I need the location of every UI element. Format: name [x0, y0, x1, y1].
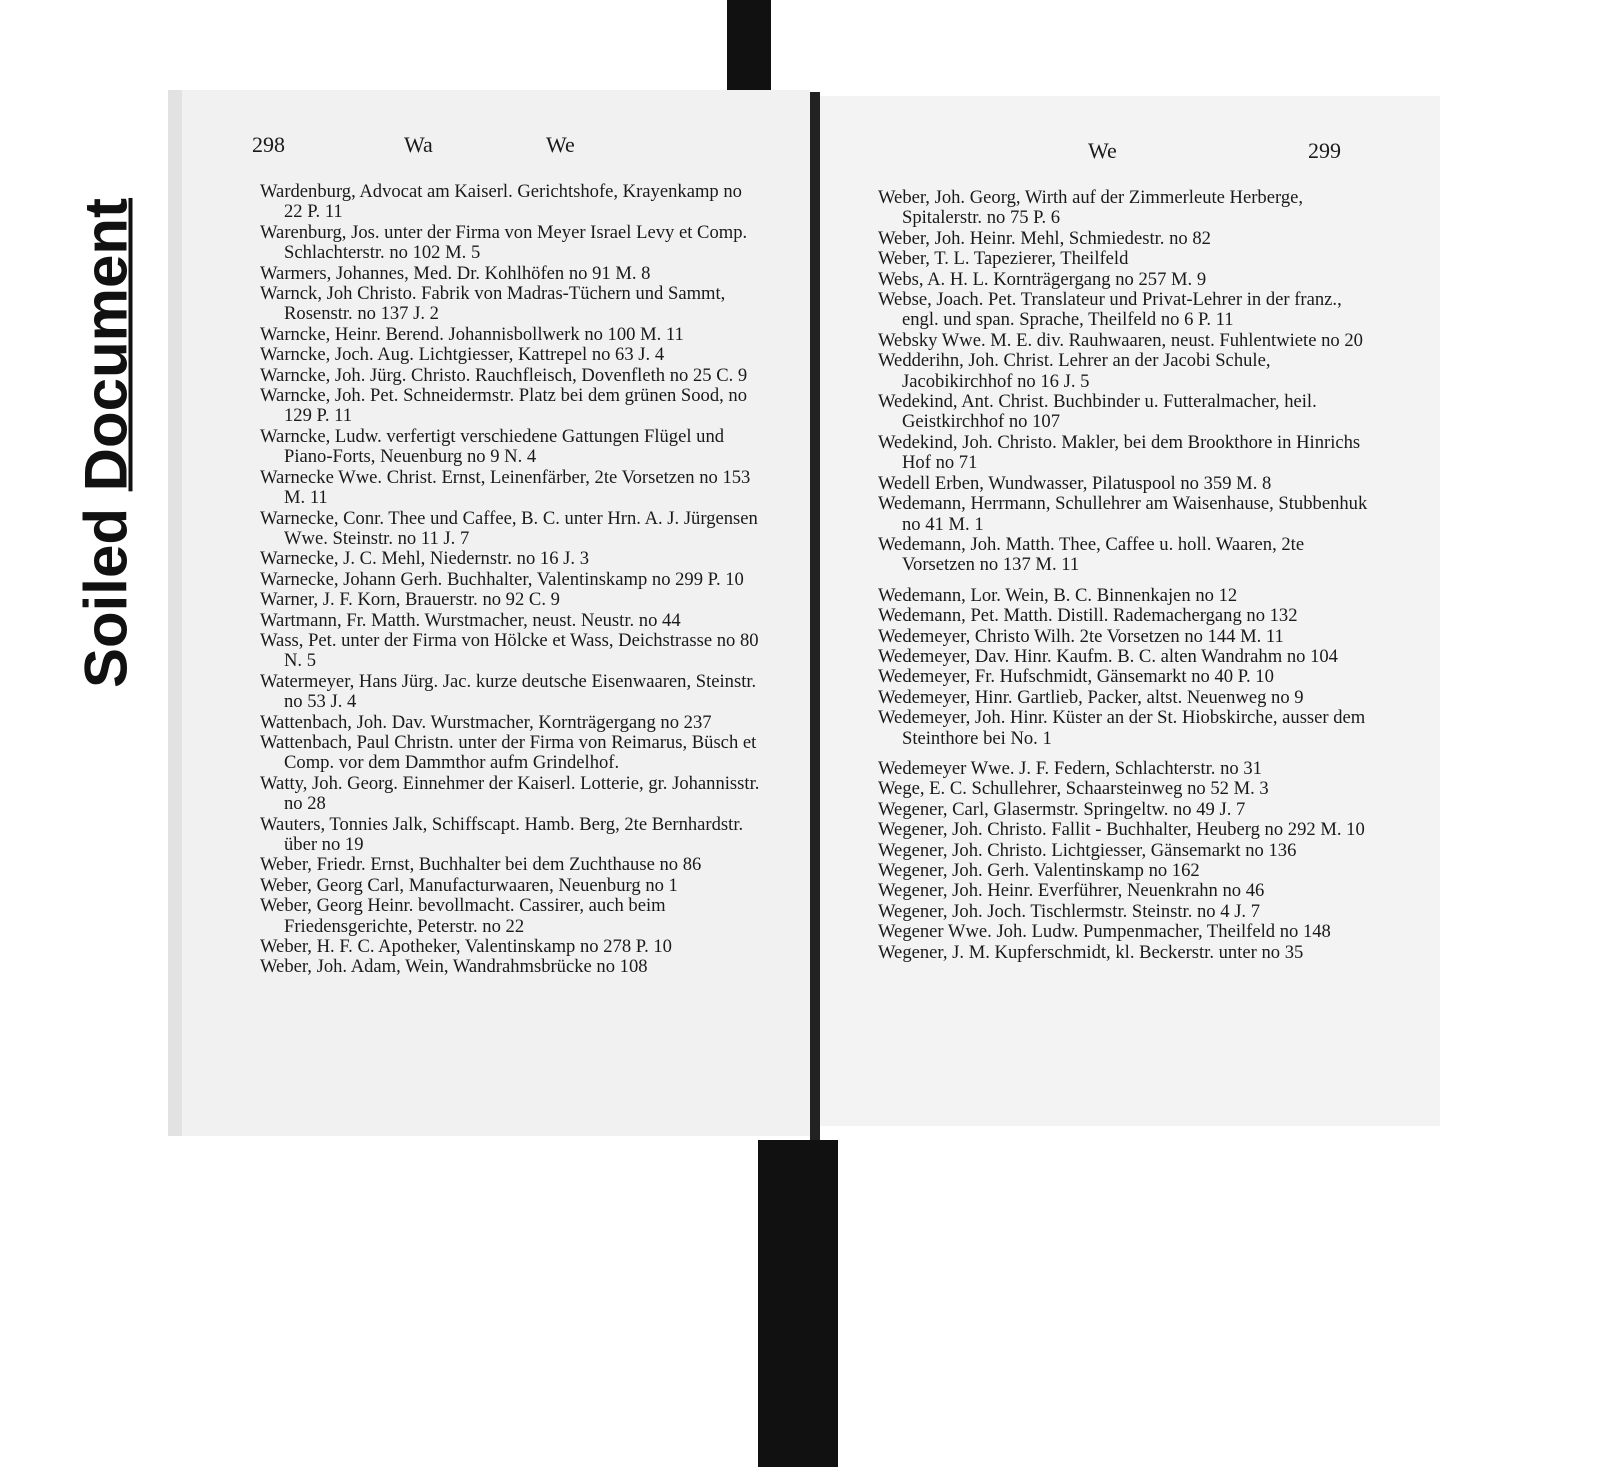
right-header-center: We [1088, 138, 1117, 163]
book-spine [810, 92, 820, 1140]
directory-entry: Watty, Joh. Georg. Einnehmer der Kaiserl. Lotterie, gr. Johannisstr. no 28 [260, 772, 760, 815]
directory-entry: Wedemeyer, Fr. Hufschmidt, Gänsemarkt no 40 P. 10 [878, 666, 1274, 688]
directory-entry: Watermeyer, Hans Jürg. Jac. kurze deutsche Eisenwaaren, Steinstr. no 53 J. 4 [260, 670, 757, 713]
directory-entry: Warnecke, Johann Gerh. Buchhalter, Valentinskamp no 299 P. 10 [260, 568, 744, 590]
left-header-last: We [546, 132, 575, 157]
directory-entry: Weber, Georg Heinr. bevollmacht. Cassirer, auch beim Friedensgerichte, Peterstr. no 22 [260, 895, 666, 937]
left-page [168, 90, 810, 1136]
directory-entry: Warncke, Ludw. verfertigt verschiedene Gattungen Flügel und Piano-Forts, Neuenburg no 9 N. 4 [260, 425, 725, 468]
directory-entry: Wedemeyer, Hinr. Gartlieb, Packer, altst. Neuenweg no 9 [878, 686, 1304, 708]
stamp-label: Soiled Document [72, 197, 140, 689]
directory-entry: Wedemann, Pet. Matth. Distill. Rademachergang no 132 [878, 605, 1298, 627]
directory-entry: Wegener, Joh. Christo. Lichtgiesser, Gänsemarkt no 136 [878, 839, 1297, 861]
directory-entry: Wedell Erben, Wundwasser, Pilatuspool no 359 M. 8 [878, 472, 1272, 494]
directory-entry: Weber, Friedr. Ernst, Buchhalter bei dem Zuchthause no 86 [260, 854, 702, 876]
left-header-first: Wa [404, 132, 433, 157]
directory-entry: Wedemeyer, Dav. Hinr. Kaufm. B. C. alten Wandrahm no 104 [878, 645, 1338, 667]
directory-entry: Wegener, Joh. Joch. Tischlermstr. Steinstr. no 4 J. 7 [878, 900, 1261, 922]
directory-entry: Warncke, Joh. Pet. Schneidermstr. Platz bei dem grünen Sood, no 129 P. 11 [260, 385, 748, 427]
directory-entry: Warncke, Heinr. Berend. Johannisbollwerk no 100 M. 11 [260, 323, 684, 345]
directory-entry: Wedemeyer, Joh. Hinr. Küster an der St. Hiobskirche, ausser dem Steinthore bei No. 1 [878, 707, 1366, 749]
right-page-header [820, 138, 1440, 174]
soiled-document-stamp [70, 178, 142, 708]
directory-entry: Webs, A. H. L. Kornträgergang no 257 M. 9 [878, 268, 1207, 290]
directory-entry: Weber, T. L. Tapezierer, Theilfeld [878, 248, 1129, 270]
right-page [820, 96, 1440, 1126]
directory-entry: Wegener, Joh. Gerh. Valentinskamp no 162 [878, 860, 1200, 881]
directory-entry: Wedemann, Joh. Matth. Thee, Caffee u. holl. Waaren, 2te Vorsetzen no 137 M. 11 [878, 533, 1305, 576]
right-page-number: 299 [1308, 138, 1341, 163]
directory-entry: Wege, E. C. Schullehrer, Schaarsteinweg no 52 M. 3 [878, 778, 1269, 800]
directory-entry: Wegener, Joh. Christo. Fallit - Buchhalter, Heuberg no 292 M. 10 [878, 819, 1365, 841]
directory-entry: Warmers, Johannes, Med. Dr. Kohlhöfen no 91 M. 8 [260, 262, 651, 284]
directory-entry: Weber, H. F. C. Apotheker, Valentinskamp no 278 P. 10 [260, 936, 672, 958]
directory-entry: Warnecke Wwe. Christ. Ernst, Leinenfärber, 2te Vorsetzen no 153 M. 11 [260, 466, 751, 509]
directory-entry: Warnecke, Conr. Thee und Caffee, B. C. unter Hrn. A. J. Jürgensen Wwe. Steinstr. no 11 J. 7 [260, 507, 758, 549]
directory-entry: Wegener Wwe. Joh. Ludw. Pumpenmacher, Theilfeld no 148 [878, 921, 1331, 943]
directory-entry: Wedekind, Ant. Christ. Buchbinder u. Futteralmacher, heil. Geistkirchhof no 107 [878, 391, 1317, 433]
right-entries [878, 188, 1378, 963]
directory-entry: Weber, Joh. Heinr. Mehl, Schmiedestr. no 82 [878, 227, 1211, 249]
directory-entry: Wedemann, Lor. Wein, B. C. Binnenkajen no 12 [878, 584, 1238, 606]
directory-entry: Wattenbach, Paul Christn. unter der Firma von Reimarus, Büsch et Comp. vor dem Dammthor aufm Grindelhof. [260, 731, 757, 774]
directory-entry: Webse, Joach. Pet. Translateur und Privat-Lehrer in der franz., engl. und span. Sprache, Theilfeld no 6 P. 11 [878, 289, 1342, 331]
directory-entry: Warner, J. F. Korn, Brauerstr. no 92 C. 9 [260, 589, 560, 611]
directory-entry: Wedekind, Joh. Christo. Makler, bei dem Brookthore in Hinrichs Hof no 71 [878, 431, 1361, 474]
directory-entry: Wass, Pet. unter der Firma von Hölcke et Wass, Deichstrasse no 80 N. 5 [260, 629, 759, 672]
left-entries [260, 182, 760, 978]
directory-entry: Warncke, Joch. Aug. Lichtgiesser, Kattrepel no 63 J. 4 [260, 344, 665, 366]
left-page-header [182, 132, 810, 168]
directory-entry: Wauters, Tonnies Jalk, Schiffscapt. Hamb. Berg, 2te Bernhardstr. über no 19 [260, 813, 744, 855]
directory-entry: Warnecke, J. C. Mehl, Niedernstr. no 16 J. 3 [260, 548, 589, 570]
directory-entry: Warncke, Joh. Jürg. Christo. Rauchfleisch, Dovenfleth no 25 C. 9 [260, 364, 748, 386]
directory-entry: Wartmann, Fr. Matth. Wurstmacher, neust. Neustr. no 44 [260, 609, 681, 631]
directory-entry: Wegener, Carl, Glasermstr. Springeltw. no 49 J. 7 [878, 798, 1246, 820]
binding-tab-top [727, 0, 771, 92]
directory-entry: Warnck, Joh Christo. Fabrik von Madras-Tüchern und Sammt, Rosenstr. no 137 J. 2 [260, 283, 726, 325]
directory-entry: Wedemeyer Wwe. J. F. Federn, Schlachterstr. no 31 [878, 757, 1262, 779]
directory-entry: Weber, Georg Carl, Manufacturwaaren, Neuenburg no 1 [260, 874, 678, 896]
directory-entry: Websky Wwe. M. E. div. Rauhwaaren, neust. Fuhlentwiete no 20 [878, 329, 1363, 351]
directory-entry: Wattenbach, Joh. Dav. Wurstmacher, Kornträgergang no 237 [260, 711, 712, 733]
directory-entry: Wegener, Joh. Heinr. Everführer, Neuenkrahn no 46 [878, 880, 1265, 902]
directory-entry: Wedderihn, Joh. Christ. Lehrer an der Jacobi Schule, Jacobikirchhof no 16 J. 5 [878, 350, 1271, 392]
directory-entry: Wedemeyer, Christo Wilh. 2te Vorsetzen no 144 M. 11 [878, 625, 1284, 647]
directory-entry: Weber, Joh. Georg, Wirth auf der Zimmerleute Herberge, Spitalerstr. no 75 P. 6 [878, 187, 1304, 229]
directory-entry: Weber, Joh. Adam, Wein, Wandrahmsbrücke no 108 [260, 956, 648, 978]
left-page-number: 298 [252, 132, 285, 157]
directory-entry: Warenburg, Jos. unter der Firma von Meyer Israel Levy et Comp. Schlachterstr. no 102 M. 5 [260, 221, 748, 264]
binding-tab-bottom [758, 1140, 838, 1467]
directory-entry: Wardenburg, Advocat am Kaiserl. Gerichtshofe, Krayenkamp no 22 P. 11 [260, 181, 742, 223]
directory-entry: Wedemann, Herrmann, Schullehrer am Waisenhause, Stubbenhuk no 41 M. 1 [878, 493, 1368, 535]
directory-entry: Wegener, J. M. Kupferschmidt, kl. Beckerstr. unter no 35 [878, 941, 1304, 963]
